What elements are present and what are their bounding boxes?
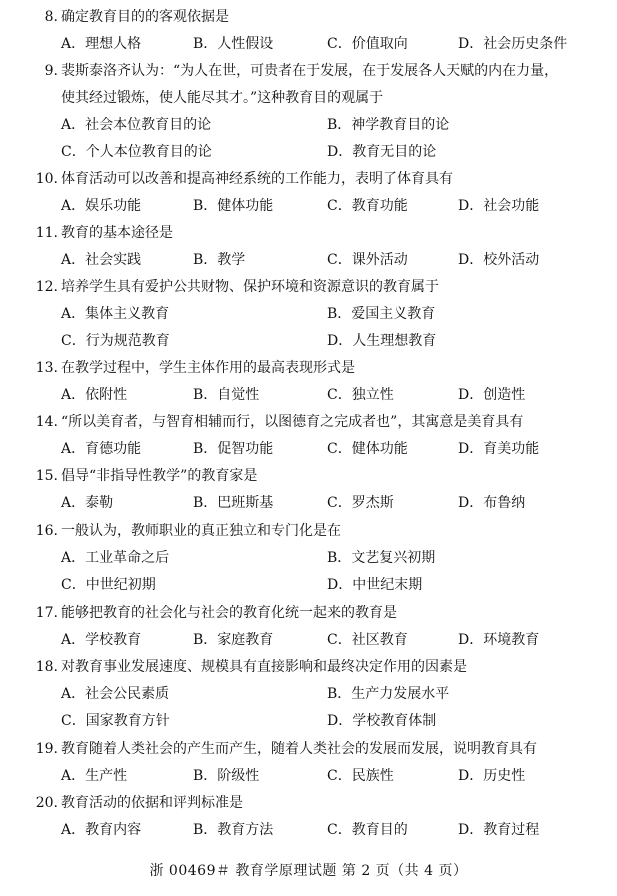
option-d: D．布鲁纳	[458, 495, 526, 511]
question-text: 教育的基本途径是	[61, 225, 173, 241]
option-b: B．自觉性	[193, 387, 260, 403]
option-c: C．社区教育	[327, 632, 408, 648]
option-c: C．行为规范教育	[61, 333, 170, 349]
option-d: D．教育过程	[458, 822, 540, 838]
question-text: 裴斯泰洛齐认为：“为人在世，可贵者在于发展，在于发展各人天赋的内在力量，	[61, 63, 559, 79]
option-c: C．中世纪初期	[61, 577, 156, 593]
question-11	[30, 220, 590, 274]
question-13	[30, 355, 590, 409]
question-text: “所以美育者，与智育相辅而行，以图德育之完成者也”，其寓意是美育具有	[61, 414, 524, 430]
question-text: 培养学生具有爱护公共财物、保护环境和资源意识的教育属于	[61, 279, 439, 295]
question-number: 12.	[35, 279, 58, 295]
question-number: 19.	[35, 741, 58, 757]
option-c: C．价值取向	[327, 36, 408, 52]
question-text-continued: 使其经过锻炼，使人能尽其才。”这种教育目的观属于	[61, 90, 384, 106]
question-number: 20.	[35, 795, 58, 811]
option-d: D．创造性	[458, 387, 526, 403]
option-c: C．独立性	[327, 387, 394, 403]
question-text: 倡导“非指导性教学”的教育家是	[61, 468, 258, 484]
question-20	[30, 790, 590, 844]
question-number: 15.	[35, 468, 58, 484]
question-8	[30, 4, 590, 58]
option-b: B．爱国主义教育	[327, 306, 436, 322]
option-d: D．教育无目的论	[327, 144, 437, 160]
option-a: A．娱乐功能	[61, 198, 142, 214]
question-9	[30, 58, 590, 166]
option-d: D．环境教育	[458, 632, 540, 648]
question-number: 13.	[35, 360, 58, 376]
question-12	[30, 274, 590, 355]
question-text: 教育随着人类社会的产生而产生，随着人类社会的发展而发展，说明教育具有	[61, 741, 537, 757]
question-17	[30, 600, 590, 654]
option-d: D．人生理想教育	[327, 333, 437, 349]
question-text: 确定教育目的的客观依据是	[61, 9, 229, 25]
option-b: B．巴班斯基	[193, 495, 274, 511]
question-number: 9.	[44, 63, 58, 79]
option-c: C．健体功能	[327, 441, 408, 457]
option-b: B．教育方法	[193, 822, 274, 838]
option-a: A．社会实践	[61, 252, 142, 268]
question-number: 8.	[44, 9, 58, 25]
option-d: D．校外活动	[458, 252, 540, 268]
option-c: C．课外活动	[327, 252, 408, 268]
option-a: A．育德功能	[61, 441, 142, 457]
question-number: 17.	[35, 605, 58, 621]
option-d: D．社会历史条件	[458, 36, 568, 52]
question-text: 教育活动的依据和评判标准是	[61, 795, 243, 811]
question-text: 对教育事业发展速度、规模具有直接影响和最终决定作用的因素是	[61, 659, 467, 675]
option-c: C．罗杰斯	[327, 495, 394, 511]
option-a: A．社会公民素质	[61, 686, 170, 702]
option-a: A．集体主义教育	[61, 306, 170, 322]
option-a: A．泰勒	[61, 495, 114, 511]
page-footer: 浙 00469＃ 教育学原理试题 第 2 页（共 4 页）	[149, 863, 468, 879]
option-d: D．育美功能	[458, 441, 540, 457]
option-c: C．个人本位教育目的论	[61, 144, 212, 160]
option-d: D．学校教育体制	[327, 713, 437, 729]
option-b: B．阶级性	[193, 768, 260, 784]
question-16	[30, 518, 590, 599]
option-d: D．社会功能	[458, 198, 540, 214]
option-a: A．社会本位教育目的论	[61, 117, 212, 133]
option-c: C．教育功能	[327, 198, 408, 214]
option-b: B．促智功能	[193, 441, 274, 457]
question-19	[30, 736, 590, 790]
option-b: B．生产力发展水平	[327, 686, 450, 702]
question-text: 能够把教育的社会化与社会的教育化统一起来的教育是	[61, 605, 397, 621]
option-c: C．民族性	[327, 768, 394, 784]
option-b: B．神学教育目的论	[327, 117, 450, 133]
option-a: A．生产性	[61, 768, 128, 784]
question-text: 在教学过程中，学生主体作用的最高表现形式是	[61, 360, 355, 376]
question-number: 11.	[35, 225, 58, 241]
question-14	[30, 409, 590, 463]
question-15	[30, 463, 590, 517]
option-b: B．教学	[193, 252, 246, 268]
question-10	[30, 166, 590, 220]
question-number: 18.	[35, 659, 58, 675]
question-number: 14.	[35, 414, 58, 430]
option-b: B．文艺复兴初期	[327, 550, 436, 566]
option-b: B．人性假设	[193, 36, 274, 52]
option-b: B．健体功能	[193, 198, 274, 214]
option-c: C．国家教育方针	[61, 713, 170, 729]
option-a: A．教育内容	[61, 822, 142, 838]
option-d: D．历史性	[458, 768, 526, 784]
question-text: 体育活动可以改善和提高神经系统的工作能力，表明了体育具有	[61, 171, 453, 187]
question-text: 一般认为，教师职业的真正独立和专门化是在	[61, 523, 341, 539]
question-18	[30, 654, 590, 735]
option-c: C．教育目的	[327, 822, 408, 838]
option-b: B．家庭教育	[193, 632, 274, 648]
option-a: A．依附性	[61, 387, 128, 403]
question-number: 10.	[35, 171, 58, 187]
option-a: A．学校教育	[61, 632, 142, 648]
option-a: A．工业革命之后	[61, 550, 170, 566]
option-a: A．理想人格	[61, 36, 142, 52]
option-d: D．中世纪末期	[327, 577, 423, 593]
question-number: 16.	[35, 523, 58, 539]
